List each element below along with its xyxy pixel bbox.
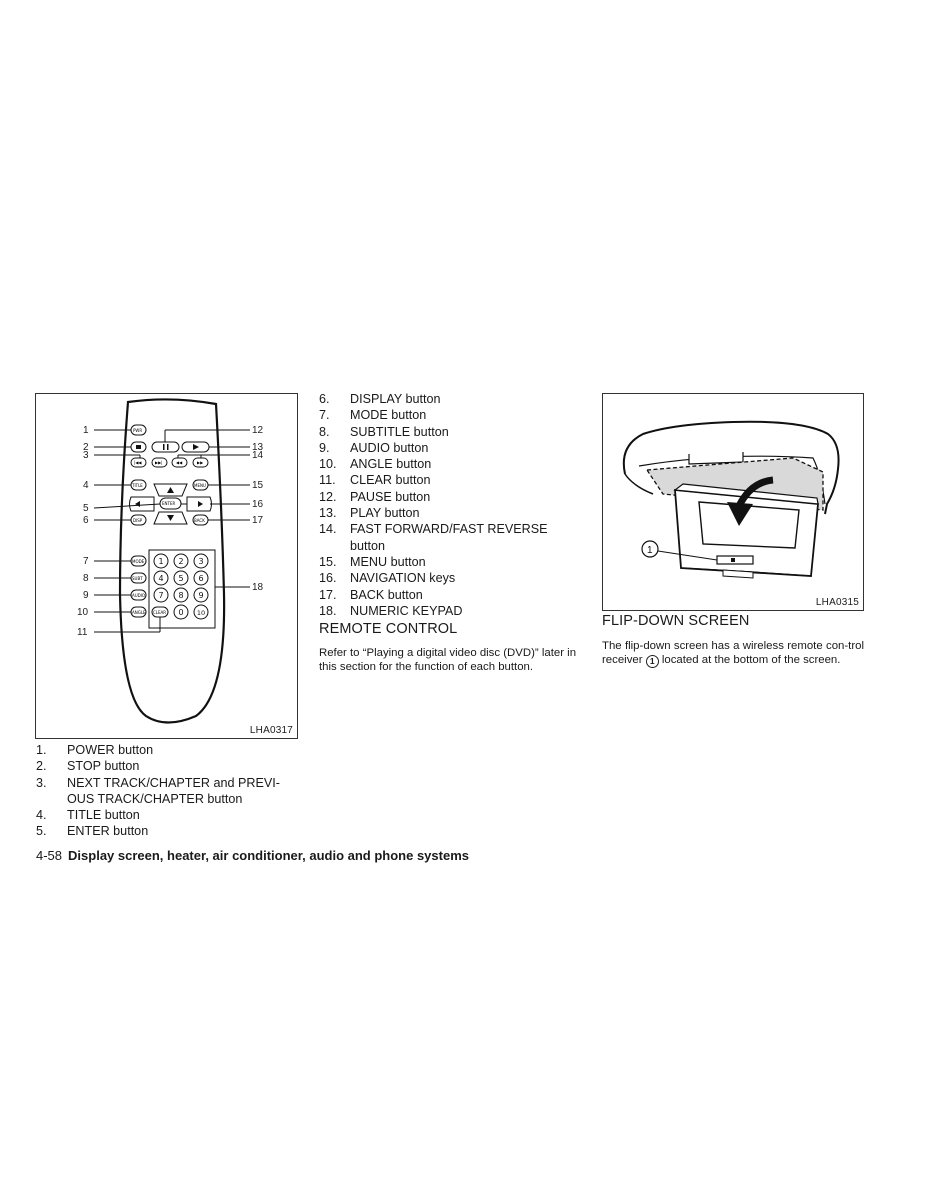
list-item: 14. FAST FORWARD/FAST REVERSE button [319, 522, 548, 553]
power-button-text: PWR [133, 428, 143, 433]
list-item: 6. DISPLAY button [319, 392, 441, 406]
svg-text:1: 1 [158, 557, 164, 566]
callout-6: 6 [83, 515, 89, 526]
svg-text:3: 3 [198, 557, 204, 566]
callout-16: 16 [252, 499, 264, 510]
remote-control-text: Refer to “Playing a digital video disc (DVD)” later in this section for the function of each button. [319, 647, 577, 674]
callout-18: 18 [252, 582, 264, 593]
list-item: 13. PLAY button [319, 506, 420, 521]
list-item: 15. MENU button [319, 554, 426, 569]
list-item: 10. ANGLE button [319, 457, 432, 472]
list-item: 1. POWER button [36, 743, 154, 757]
svg-text:4: 4 [158, 574, 164, 583]
svg-text:8: 8 [178, 591, 184, 600]
list-item: 11. CLEAR button [319, 473, 431, 488]
callout-1: 1 [647, 545, 653, 556]
svg-text:0: 0 [178, 608, 184, 617]
remote-control-heading: REMOTE CONTROL [319, 621, 458, 637]
svg-text:AUDIO: AUDIO [132, 593, 146, 598]
list-item: 18. NUMERIC KEYPAD [319, 603, 463, 618]
callout-4: 4 [83, 480, 89, 491]
svg-text:TITLE: TITLE [132, 483, 143, 488]
button-list-left [36, 742, 288, 840]
callout-14: 14 [252, 450, 264, 461]
svg-text:ENTER: ENTER [162, 501, 176, 506]
remote-illustration [36, 394, 299, 740]
callout-3: 3 [83, 450, 89, 461]
callout-11: 11 [77, 627, 88, 638]
callout-10: 10 [77, 607, 89, 618]
list-item: 8. SUBTITLE button [319, 424, 449, 439]
svg-text:ANGLE: ANGLE [132, 610, 146, 615]
callout-17: 17 [252, 515, 264, 526]
list-item: 3. NEXT TRACK/CHAPTER and PREVI-OUS TRACK/CHAPTER button [36, 775, 280, 806]
callout-1: 1 [83, 425, 89, 436]
figure-label: LHA0315 [815, 597, 859, 608]
callout-15: 15 [252, 480, 264, 491]
svg-text:MODE: MODE [132, 559, 145, 564]
svg-text:6: 6 [198, 574, 204, 583]
svg-text:2: 2 [178, 557, 184, 566]
section-title: Display screen, heater, air conditioner, audio and phone systems [68, 848, 469, 863]
figure-label: LHA0317 [249, 725, 293, 736]
page-number: 4-58 [36, 848, 63, 863]
page-footer [36, 848, 469, 863]
svg-text:7: 7 [158, 591, 164, 600]
list-item: 9. AUDIO button [319, 440, 429, 455]
svg-text:BACK: BACK [194, 518, 205, 523]
callout-5: 5 [83, 503, 89, 514]
callout-12: 12 [252, 425, 264, 436]
list-item: 7. MODE button [319, 408, 427, 423]
screen-figure [602, 393, 864, 611]
remote-figure [35, 393, 298, 739]
screen-illustration [603, 394, 865, 612]
svg-text:DISP: DISP [133, 518, 143, 523]
button-list-middle [319, 391, 569, 619]
svg-text:MENU: MENU [194, 483, 206, 488]
callout-13: 13 [252, 442, 264, 453]
svg-text:5: 5 [178, 574, 184, 583]
svg-text:◀◀: ◀◀ [176, 460, 183, 465]
list-item: 16. NAVIGATION keys [319, 571, 456, 586]
callout-9: 9 [83, 590, 89, 601]
callout-7: 7 [83, 556, 89, 567]
svg-text:▶▶|: ▶▶| [155, 460, 163, 465]
svg-text:SUBT: SUBT [132, 576, 143, 581]
callout-1-inline: 1 [646, 655, 659, 668]
svg-text:CLEAR: CLEAR [153, 610, 167, 615]
svg-text:▶▶: ▶▶ [197, 460, 204, 465]
flip-down-heading: FLIP-DOWN SCREEN [602, 613, 750, 629]
svg-text:10: 10 [196, 609, 206, 617]
svg-text:9: 9 [198, 591, 204, 600]
list-item: 4. TITLE button [36, 808, 140, 823]
list-item: 12. PAUSE button [319, 489, 431, 504]
callout-2: 2 [83, 442, 89, 453]
flip-down-text: The flip-down screen has a wireless remote con-trol receiver 1 located at the bottom of the screen. [602, 640, 864, 667]
list-item: 5. ENTER button [36, 824, 149, 839]
callout-8: 8 [83, 573, 89, 584]
list-item: 2. STOP button [36, 759, 140, 774]
svg-text:|◀◀: |◀◀ [134, 460, 142, 465]
list-item: 17. BACK button [319, 587, 423, 602]
